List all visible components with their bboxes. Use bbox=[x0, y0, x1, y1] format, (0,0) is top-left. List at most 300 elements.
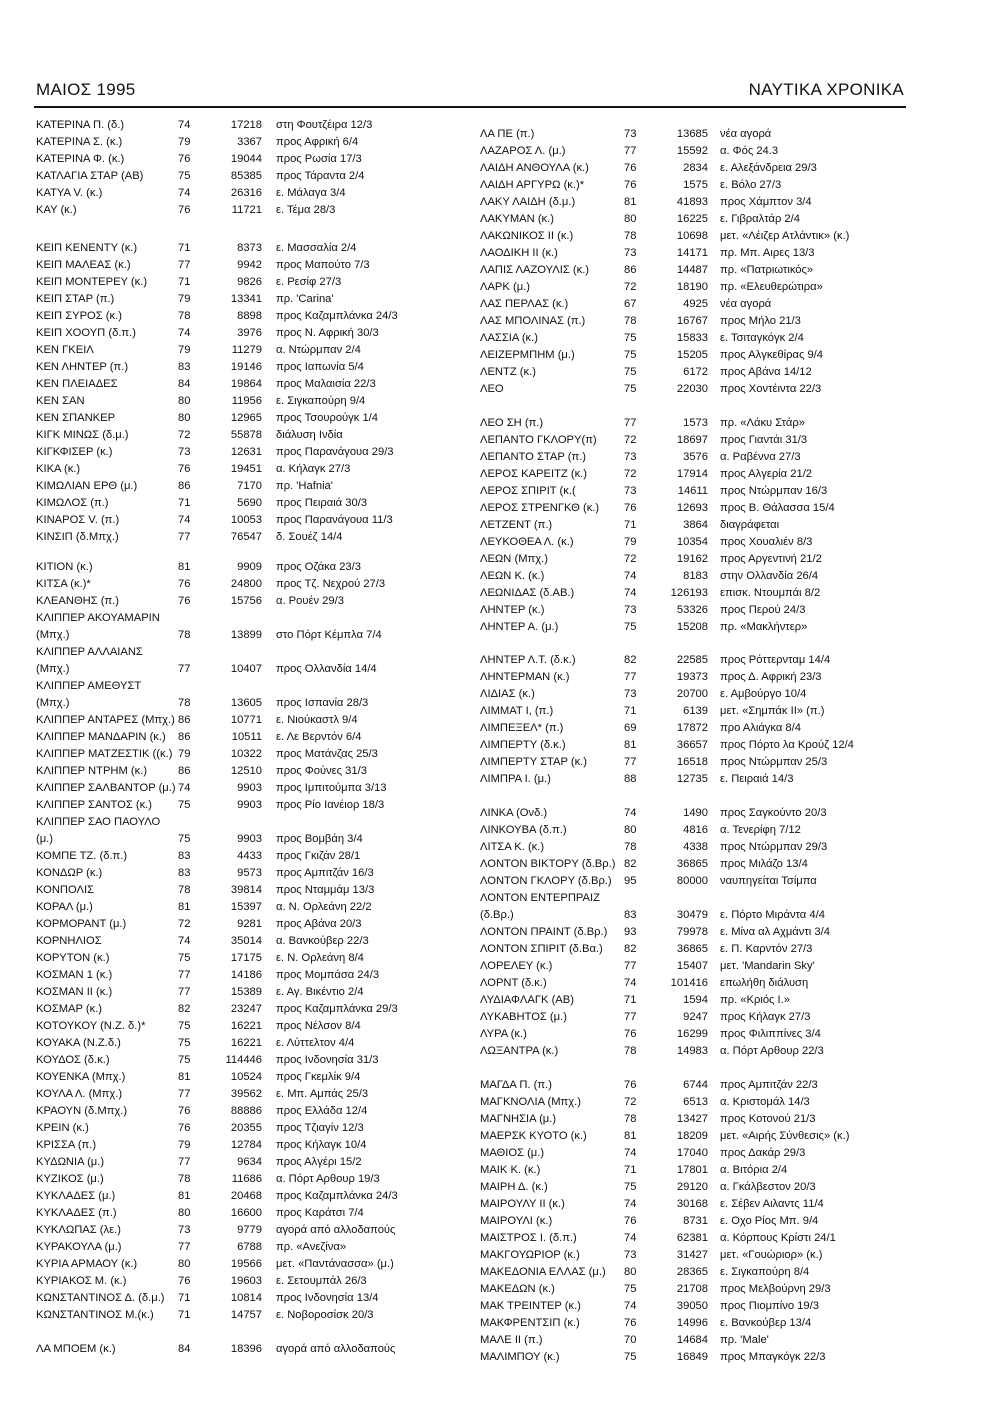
tonnage: 22030 bbox=[676, 383, 708, 395]
ship-name: ΚΩΝΣΤΑΝΤΙΝΟΣ Μ.(κ.) bbox=[36, 1309, 154, 1321]
build-year: 79 bbox=[178, 748, 191, 760]
build-year: 75 bbox=[178, 1020, 191, 1032]
build-year: 76 bbox=[178, 1122, 191, 1134]
table-row bbox=[480, 143, 940, 159]
tonnage: 9903 bbox=[237, 782, 262, 794]
build-year: 72 bbox=[178, 918, 191, 930]
build-year: 86 bbox=[178, 765, 191, 777]
build-year: 78 bbox=[178, 310, 191, 322]
ship-name: ΚΑΤΕΡΙΝΑ Σ. (κ.) bbox=[36, 136, 123, 148]
table-row bbox=[480, 1247, 940, 1263]
status-note: ε. Σετουμπάλ 26/3 bbox=[276, 1275, 367, 1287]
ship-name: ΛΙΝΚΑ (Ονδ.) bbox=[480, 807, 548, 819]
tonnage: 4925 bbox=[683, 298, 708, 310]
status-note: προς Χοντέιντα 22/3 bbox=[720, 383, 822, 395]
ship-name: ΛΕΩΝ Κ. (κ.) bbox=[480, 570, 545, 582]
ship-name: ΜΑΕΡΣΚ ΚΥΟΤΟ (κ.) bbox=[480, 1130, 587, 1142]
tonnage: 36865 bbox=[676, 943, 708, 955]
build-year: 77 bbox=[624, 1011, 637, 1023]
ship-name: ΚΛΙΠΠΕΡ ΜΑΤΖΕΣΤΙΚ ((κ.) bbox=[36, 748, 173, 760]
status-note: πρ. «Μακλήντερ» bbox=[720, 621, 808, 633]
build-year: 76 bbox=[624, 1079, 637, 1091]
status-note: επωλήθη διάλυση bbox=[720, 977, 809, 989]
tonnage: 19566 bbox=[230, 1258, 262, 1270]
ship-name: ΜΑΘΙΟΣ (μ.) bbox=[480, 1147, 545, 1159]
tonnage: 20355 bbox=[230, 1122, 262, 1134]
tonnage: 16849 bbox=[676, 1351, 708, 1363]
tonnage: 14983 bbox=[676, 1045, 708, 1057]
table-row bbox=[480, 551, 940, 567]
status-note: στο Πόρτ Κέμπλα 7/4 bbox=[276, 629, 382, 641]
table-row bbox=[480, 483, 940, 499]
table-row bbox=[480, 924, 940, 940]
build-year: 78 bbox=[178, 1173, 191, 1185]
build-year: 78 bbox=[178, 697, 191, 709]
tonnage: 76547 bbox=[230, 531, 262, 543]
status-note: προς Φιλιππίνες 3/4 bbox=[720, 1028, 821, 1040]
table-row bbox=[480, 890, 940, 906]
build-year: 74 bbox=[624, 587, 637, 599]
tonnage: 1594 bbox=[683, 994, 708, 1006]
ship-name: ΛΑΖΑΡΟΣ Λ. (μ.) bbox=[480, 145, 566, 157]
status-note: ε. Οχο Ρίος Μπ. 9/4 bbox=[720, 1215, 819, 1227]
build-year: 77 bbox=[178, 986, 191, 998]
build-year: 81 bbox=[624, 1130, 637, 1142]
ship-name: ΚΙΚΑ (κ.) bbox=[36, 463, 81, 475]
ship-name: ΚΑΤΕΡΙΝΑ Π. (δ.) bbox=[36, 119, 125, 131]
table-row bbox=[480, 449, 940, 465]
table-row bbox=[480, 1077, 940, 1093]
build-year: 75 bbox=[178, 799, 191, 811]
build-year: 76 bbox=[624, 179, 637, 191]
build-year: 71 bbox=[624, 1164, 637, 1176]
table-row bbox=[480, 771, 940, 787]
ship-name: ΚΑΥ (κ.) bbox=[36, 204, 77, 216]
status-note: προς Περού 24/3 bbox=[720, 604, 806, 616]
tonnage: 23247 bbox=[230, 1003, 262, 1015]
ship-name: ΚΡΑΟΥΝ (δ.Μπχ.) bbox=[36, 1105, 128, 1117]
tonnage: 36865 bbox=[676, 858, 708, 870]
table-row bbox=[480, 805, 940, 821]
tonnage: 20468 bbox=[230, 1190, 262, 1202]
ship-name: ΛΟΝΤΟΝ ΣΠΙΡΙΤ (δ.Βα.) bbox=[480, 943, 603, 955]
build-year: 88 bbox=[624, 773, 637, 785]
build-year: 77 bbox=[624, 145, 637, 157]
tonnage: 19146 bbox=[230, 361, 262, 373]
build-year: 74 bbox=[178, 782, 191, 794]
build-year: 69 bbox=[624, 722, 637, 734]
ship-name: ΜΑΙΡΗ Δ. (κ.) bbox=[480, 1181, 548, 1193]
ship-name: ΛΕΠΑΝΤΟ ΓΚΛΟΡΥ(π) bbox=[480, 434, 597, 446]
table-row bbox=[480, 1111, 940, 1127]
build-year: 74 bbox=[624, 807, 637, 819]
ship-name: ΛΙΤΣΑ Κ. (κ.) bbox=[480, 841, 545, 853]
tonnage: 4433 bbox=[237, 850, 262, 862]
tonnage: 10322 bbox=[230, 748, 262, 760]
status-note: διάλυση Ινδία bbox=[276, 429, 343, 441]
ship-name: ΛΑΚΥΜΑΝ (κ.) bbox=[480, 213, 554, 225]
issue-date: ΜΑΙΟΣ 1995 bbox=[36, 80, 136, 99]
status-note: α. Φός 24.3 bbox=[720, 145, 779, 157]
table-row bbox=[480, 602, 940, 618]
build-year: 75 bbox=[624, 1351, 637, 1363]
ship-name: ΜΑΚ ΤΡΕΙΝΤΕΡ (κ.) bbox=[480, 1300, 581, 1312]
tonnage: 17175 bbox=[230, 952, 262, 964]
status-note: προς Ολλανδία 14/4 bbox=[276, 663, 377, 675]
table-row bbox=[480, 686, 940, 702]
status-note: μετ. «Παντάνασσα» (μ.) bbox=[276, 1258, 394, 1270]
build-year: 71 bbox=[624, 519, 637, 531]
ship-name: ΚΛΙΠΠΕΡ ΝΤΡΗΜ (κ.) bbox=[36, 765, 148, 777]
tonnage: 10814 bbox=[230, 1292, 262, 1304]
tonnage: 3367 bbox=[237, 136, 262, 148]
tonnage: 11956 bbox=[231, 395, 262, 407]
tonnage: 12784 bbox=[230, 1139, 262, 1151]
ship-name: ΛΥΔΙΑΦΛΑΓΚ (ΑΒ) bbox=[480, 994, 574, 1006]
ship-name: ΛΕΤΖΕΝΤ (π.) bbox=[480, 519, 553, 531]
ship-name: (δ.Βρ.) bbox=[480, 909, 514, 921]
status-note: ε. Ρεσίφ 27/3 bbox=[276, 276, 342, 288]
tonnage: 101416 bbox=[670, 977, 708, 989]
tonnage: 15397 bbox=[230, 901, 262, 913]
tonnage: 6172 bbox=[683, 366, 708, 378]
status-note: ε. Πόρτο Μιράντα 4/4 bbox=[720, 909, 825, 921]
status-note: προς Ισπανία 28/3 bbox=[276, 697, 369, 709]
build-year: 95 bbox=[624, 875, 637, 887]
tonnage: 9903 bbox=[237, 799, 262, 811]
table-row bbox=[480, 517, 940, 533]
tonnage: 13427 bbox=[676, 1113, 708, 1125]
tonnage: 10354 bbox=[676, 536, 708, 548]
build-year: 77 bbox=[178, 1241, 191, 1253]
build-year: 75 bbox=[178, 833, 191, 845]
tonnage: 15756 bbox=[230, 595, 262, 607]
status-note: α. Πόρτ Αρθουρ 22/3 bbox=[720, 1045, 824, 1057]
status-note: α. Πόρτ Αρθουρ 19/3 bbox=[276, 1173, 380, 1185]
table-row bbox=[480, 228, 940, 244]
tonnage: 22585 bbox=[676, 654, 708, 666]
ship-name: ΚΡΙΣΣΑ (π.) bbox=[36, 1139, 97, 1151]
ship-name: ΚΥΚΛΑΔΕΣ (μ.) bbox=[36, 1190, 116, 1202]
ship-name: ΚΥΔΩΝΙΑ (μ.) bbox=[36, 1156, 105, 1168]
status-note: πρ. «Λάκυ Στάρ» bbox=[720, 417, 805, 429]
status-note: ναυπηγείται Τσίμπα bbox=[720, 875, 817, 887]
status-note: μετ. «Αιρής Σύνθεσις» (κ.) bbox=[720, 1130, 850, 1142]
tonnage: 9826 bbox=[237, 276, 262, 288]
ship-name: ΜΑΚΕΔΩΝ (κ.) bbox=[480, 1283, 555, 1295]
tonnage: 30479 bbox=[676, 909, 708, 921]
tonnage: 13899 bbox=[230, 629, 262, 641]
status-note: ε. Σέβεν Αιλαντς 11/4 bbox=[720, 1198, 824, 1210]
status-note: μετ. 'Mandarin Sky' bbox=[720, 960, 815, 972]
table-row bbox=[480, 1094, 940, 1110]
status-note: α. Βιτόρια 2/4 bbox=[720, 1164, 788, 1176]
ship-name: ΛΟΡΝΤ (δ.κ.) bbox=[480, 977, 547, 989]
status-note: α. Βανκούβερ 22/3 bbox=[276, 935, 369, 947]
status-note: προς Ελλάδα 12/4 bbox=[276, 1105, 368, 1117]
build-year: 78 bbox=[624, 315, 637, 327]
ship-name: ΚΕΝ ΛΗΝΤΕΡ (π.) bbox=[36, 361, 129, 373]
tonnage: 30168 bbox=[676, 1198, 708, 1210]
build-year: 73 bbox=[624, 485, 637, 497]
tonnage: 19603 bbox=[230, 1275, 262, 1287]
tonnage: 1575 bbox=[683, 179, 708, 191]
status-note: προς Χουαλιέν 8/3 bbox=[720, 536, 813, 548]
build-year: 74 bbox=[624, 977, 637, 989]
tonnage: 41893 bbox=[676, 196, 708, 208]
tonnage: 14611 bbox=[677, 485, 708, 497]
publication-title: ΝΑΥΤΙΚΑ ΧΡΟΝΙΚΑ bbox=[748, 80, 904, 99]
build-year: 78 bbox=[178, 884, 191, 896]
status-note: προς Ντώρμπαν 29/3 bbox=[720, 841, 828, 853]
ship-name: ΚΙΝΑΡΟΣ V. (π.) bbox=[36, 514, 120, 526]
tonnage: 9281 bbox=[237, 918, 262, 930]
tonnage: 11279 bbox=[231, 344, 262, 356]
tonnage: 10407 bbox=[230, 663, 262, 675]
table-row bbox=[480, 279, 940, 295]
build-year: 76 bbox=[178, 1105, 191, 1117]
ship-name: ΜΑΚΓΟΥΩΡΙΟΡ (κ.) bbox=[480, 1249, 580, 1261]
status-note: ε. Αλεξάνδρεια 29/3 bbox=[720, 162, 817, 174]
ship-name: ΛΕΡΟΣ ΣΤΡΕΝΓΚΘ (κ.) bbox=[480, 502, 600, 514]
status-note: α. Κριστομάλ 14/3 bbox=[720, 1096, 810, 1108]
build-year: 74 bbox=[178, 119, 191, 131]
ship-name: ΛΑΣ ΠΕΡΛΑΣ (κ.) bbox=[480, 298, 569, 310]
build-year: 73 bbox=[178, 446, 191, 458]
ship-name: ΚΟΣΜΑΝ ΙΙ (κ.) bbox=[36, 986, 113, 998]
ship-name: ΛΗΝΤΕΡΜΑΝ (κ.) bbox=[480, 671, 570, 683]
ship-name: ΚΕΝ ΠΛΕΙΑΔΕΣ bbox=[36, 378, 118, 390]
ship-name: ΛΑ ΠΕ (π.) bbox=[480, 128, 535, 140]
status-note: προς Σαγκούντο 20/3 bbox=[720, 807, 827, 819]
tonnage: 80000 bbox=[676, 875, 708, 887]
tonnage: 114446 bbox=[225, 1054, 262, 1066]
ship-name: ΜΑΓΚΝΟΛΙΑ (Μπχ.) bbox=[480, 1096, 581, 1108]
tonnage: 88886 bbox=[230, 1105, 262, 1117]
ship-name: ΚΥΡΙΑ ΑΡΜΑΟΥ (κ.) bbox=[36, 1258, 138, 1270]
build-year: 74 bbox=[624, 1232, 637, 1244]
ship-name: ΛΑΣ ΜΠΟΛΙΝΑΣ (π.) bbox=[480, 315, 586, 327]
build-year: 75 bbox=[624, 332, 637, 344]
table-row bbox=[480, 1009, 940, 1025]
build-year: 76 bbox=[178, 1275, 191, 1287]
status-note: ε. Αγ. Βικέντιο 2/4 bbox=[276, 986, 364, 998]
build-year: 77 bbox=[178, 259, 191, 271]
build-year: 86 bbox=[178, 480, 191, 492]
table-row bbox=[480, 534, 940, 550]
table-row bbox=[480, 415, 940, 431]
status-note: προς Αφρική 6/4 bbox=[276, 136, 359, 148]
status-note: ε. Νιούκαστλ 9/4 bbox=[276, 714, 358, 726]
ship-name: ΛΥΡΑ (κ.) bbox=[480, 1028, 527, 1040]
tonnage: 12965 bbox=[230, 412, 262, 424]
table-row bbox=[480, 330, 940, 346]
ship-name: ΚΕΙΠ ΣΤΑΡ (π.) bbox=[36, 293, 115, 305]
tonnage: 14757 bbox=[230, 1309, 262, 1321]
table-row bbox=[480, 856, 940, 872]
status-note: προς Τζ. Νεχρού 27/3 bbox=[276, 578, 386, 590]
build-year: 74 bbox=[178, 514, 191, 526]
status-note: μετ. «Σημπάκ ΙΙ» (π.) bbox=[720, 705, 825, 717]
ship-name: ΚΕΙΠ ΧΟΟΥΠ (δ.π.) bbox=[36, 327, 136, 339]
build-year: 67 bbox=[624, 298, 637, 310]
ship-name: ΚΙΜΩΛΟΣ (π.) bbox=[36, 497, 109, 509]
build-year: 81 bbox=[178, 1190, 191, 1202]
status-note: προς Οζάκα 23/3 bbox=[276, 561, 361, 573]
ship-name: ΛΑΙΔΗ ΑΝΘΟΥΛΑ (κ.) bbox=[480, 162, 589, 174]
ship-name: ΛΟΝΤΟΝ ΒΙΚΤΟΡΥ (δ.Βρ.) bbox=[480, 858, 616, 870]
tonnage: 18190 bbox=[676, 281, 708, 293]
status-note: προς Ντώρμπαν 25/3 bbox=[720, 756, 828, 768]
ship-name: ΚΟΡΜΟΡΑΝΤ (μ.) bbox=[36, 918, 127, 930]
ship-name: ΚΟΣΜΑΡ (κ.) bbox=[36, 1003, 103, 1015]
status-note: προς Αλγκεθίρας 9/4 bbox=[720, 349, 824, 361]
tonnage: 10053 bbox=[230, 514, 262, 526]
build-year: 76 bbox=[624, 1028, 637, 1040]
tonnage: 12735 bbox=[676, 773, 708, 785]
status-note: προς Τάραντα 2/4 bbox=[276, 170, 365, 182]
status-note: α. Κόρπους Κρίστι 24/1 bbox=[720, 1232, 836, 1244]
tonnage: 11721 bbox=[231, 204, 262, 216]
tonnage: 16600 bbox=[230, 1207, 262, 1219]
tonnage: 6513 bbox=[683, 1096, 708, 1108]
build-year: 79 bbox=[178, 344, 191, 356]
table-row bbox=[480, 992, 940, 1008]
build-year: 75 bbox=[178, 170, 191, 182]
status-note: προς Τσουρούγκ 1/4 bbox=[276, 412, 379, 424]
build-year: 82 bbox=[624, 858, 637, 870]
table-row bbox=[480, 1196, 940, 1212]
build-year: 75 bbox=[624, 621, 637, 633]
ship-name: ΚΛΙΠΠΕΡ ΣΑΟ ΠΑΟΥΛΟ bbox=[36, 816, 161, 828]
build-year: 74 bbox=[624, 1198, 637, 1210]
status-note: πρ. «Ανεζίνα» bbox=[276, 1241, 347, 1253]
build-year: 81 bbox=[624, 196, 637, 208]
status-note: πρ. 'Carina' bbox=[276, 293, 334, 305]
status-note: προς Μπαγκόγκ 22/3 bbox=[720, 1351, 826, 1363]
table-row bbox=[480, 1043, 940, 1059]
tonnage: 3576 bbox=[683, 451, 708, 463]
table-row bbox=[480, 737, 940, 753]
status-note: προς Πειραιά 30/3 bbox=[276, 497, 368, 509]
tonnage: 28365 bbox=[676, 1266, 708, 1278]
table-row bbox=[480, 432, 940, 448]
status-note: ε. Μπ. Αμπάς 25/3 bbox=[276, 1088, 369, 1100]
table-row bbox=[480, 160, 940, 176]
ship-name: ΜΑΓΝΗΣΙΑ (μ.) bbox=[480, 1113, 557, 1125]
ship-name: ΚΟΡΝΗΛΙΟΣ bbox=[36, 935, 102, 947]
ship-name: (Μπχ.) bbox=[36, 629, 70, 641]
build-year: 71 bbox=[624, 705, 637, 717]
ship-name: ΛΙΜΠΕΞΕΛ* (π.) bbox=[480, 722, 564, 734]
table-row bbox=[480, 466, 940, 482]
ship-name: ΜΑΙΡΟΥΛΥ ΙΙ (κ.) bbox=[480, 1198, 565, 1210]
tonnage: 11686 bbox=[231, 1173, 262, 1185]
ship-name: ΚΩΝΣΤΑΝΤΙΝΟΣ Δ. (δ.μ.) bbox=[36, 1292, 165, 1304]
ship-name: ΚΙΓΚ ΜΙΝΩΣ (δ.μ.) bbox=[36, 429, 129, 441]
status-note: πρ. Μπ. Αιρες 13/3 bbox=[720, 247, 815, 259]
status-note: μετ. «Γουώριορ» (κ.) bbox=[720, 1249, 823, 1261]
table-row bbox=[480, 126, 940, 142]
tonnage: 9779 bbox=[237, 1224, 262, 1236]
build-year: 74 bbox=[624, 570, 637, 582]
ship-name: ΛΕΥΚΟΘΕΑ Λ. (κ.) bbox=[480, 536, 574, 548]
table-row bbox=[480, 262, 940, 278]
ship-name: ΛΕΠΑΝΤΟ ΣΤΑΡ (π.) bbox=[480, 451, 587, 463]
build-year: 74 bbox=[178, 327, 191, 339]
build-year: 71 bbox=[178, 497, 191, 509]
build-year: 82 bbox=[624, 943, 637, 955]
table-row bbox=[480, 703, 940, 719]
build-year: 71 bbox=[178, 1292, 191, 1304]
table-row bbox=[480, 500, 940, 516]
build-year: 78 bbox=[178, 629, 191, 641]
tonnage: 24800 bbox=[230, 578, 262, 590]
build-year: 72 bbox=[624, 553, 637, 565]
tonnage: 39814 bbox=[230, 884, 262, 896]
build-year: 76 bbox=[624, 162, 637, 174]
ship-name: ΚΛΙΠΠΕΡ ΑΝΤΑΡΕΣ (Μπχ.) bbox=[36, 714, 175, 726]
table-row bbox=[480, 1026, 940, 1042]
ship-name: ΚΕΝ ΣΠΑΝΚΕΡ bbox=[36, 412, 116, 424]
tonnage: 1573 bbox=[683, 417, 708, 429]
status-note: προς Τζιαγίν 12/3 bbox=[276, 1122, 364, 1134]
build-year: 74 bbox=[624, 1147, 637, 1159]
table-row bbox=[480, 1179, 940, 1195]
status-note: α. Ν. Ορλεάνη 22/2 bbox=[276, 901, 372, 913]
tonnage: 17801 bbox=[676, 1164, 708, 1176]
status-note: προς Μήλο 21/3 bbox=[720, 315, 801, 327]
status-note: προς Ρωσία 17/3 bbox=[276, 153, 362, 165]
tonnage: 9634 bbox=[237, 1156, 262, 1168]
table-row bbox=[480, 1128, 940, 1144]
ship-name: ΚΟΤΟΥΚΟΥ (Ν.Ζ. δ.)* bbox=[36, 1020, 146, 1032]
ship-name: ΚΟΜΠΕ ΤΖ. (δ.π.) bbox=[36, 850, 128, 862]
status-note: προς Παρανάγουα 29/3 bbox=[276, 446, 394, 458]
ship-name: ΛΙΝΚΟΥΒΑ (δ.π.) bbox=[480, 824, 567, 836]
build-year: 79 bbox=[624, 536, 637, 548]
ship-name: ΛΑ ΜΠΟΕΜ (κ.) bbox=[36, 1343, 116, 1355]
tonnage: 14684 bbox=[676, 1334, 708, 1346]
tonnage: 16221 bbox=[230, 1037, 262, 1049]
table-row bbox=[480, 754, 940, 770]
status-note: ε. Τέμα 28/3 bbox=[276, 204, 336, 216]
tonnage: 8731 bbox=[683, 1215, 708, 1227]
status-note: προς Πόρτο λα Κρούζ 12/4 bbox=[720, 739, 854, 751]
build-year: 73 bbox=[624, 451, 637, 463]
tonnage: 9247 bbox=[683, 1011, 708, 1023]
status-note: ε. Βανκούβερ 13/4 bbox=[720, 1317, 812, 1329]
status-note: ε. Πειραιά 14/3 bbox=[720, 773, 794, 785]
ship-name: ΛΕΟ bbox=[480, 383, 504, 395]
build-year: 76 bbox=[178, 153, 191, 165]
ship-name: ΚΥΚΛΩΠΑΣ (λε.) bbox=[36, 1224, 121, 1236]
tonnage: 1490 bbox=[683, 807, 708, 819]
table-row bbox=[480, 1264, 940, 1280]
ship-name: ΛΕΝΤΖ (κ.) bbox=[480, 366, 536, 378]
build-year: 73 bbox=[624, 688, 637, 700]
ship-name: ΚΡΕΙΝ (κ.) bbox=[36, 1122, 89, 1134]
ship-name: ΛΕΡΟΣ ΣΠΙΡΙΤ (κ.( bbox=[480, 485, 576, 497]
build-year: 84 bbox=[178, 378, 191, 390]
build-year: 80 bbox=[178, 412, 191, 424]
status-note: προς Ματάνζας 25/3 bbox=[276, 748, 378, 760]
tonnage: 19162 bbox=[676, 553, 708, 565]
tonnage: 10511 bbox=[231, 731, 262, 743]
ship-name: ΚΕΝ ΣΑΝ bbox=[36, 395, 85, 407]
tonnage: 7170 bbox=[237, 480, 262, 492]
tonnage: 10698 bbox=[676, 230, 708, 242]
